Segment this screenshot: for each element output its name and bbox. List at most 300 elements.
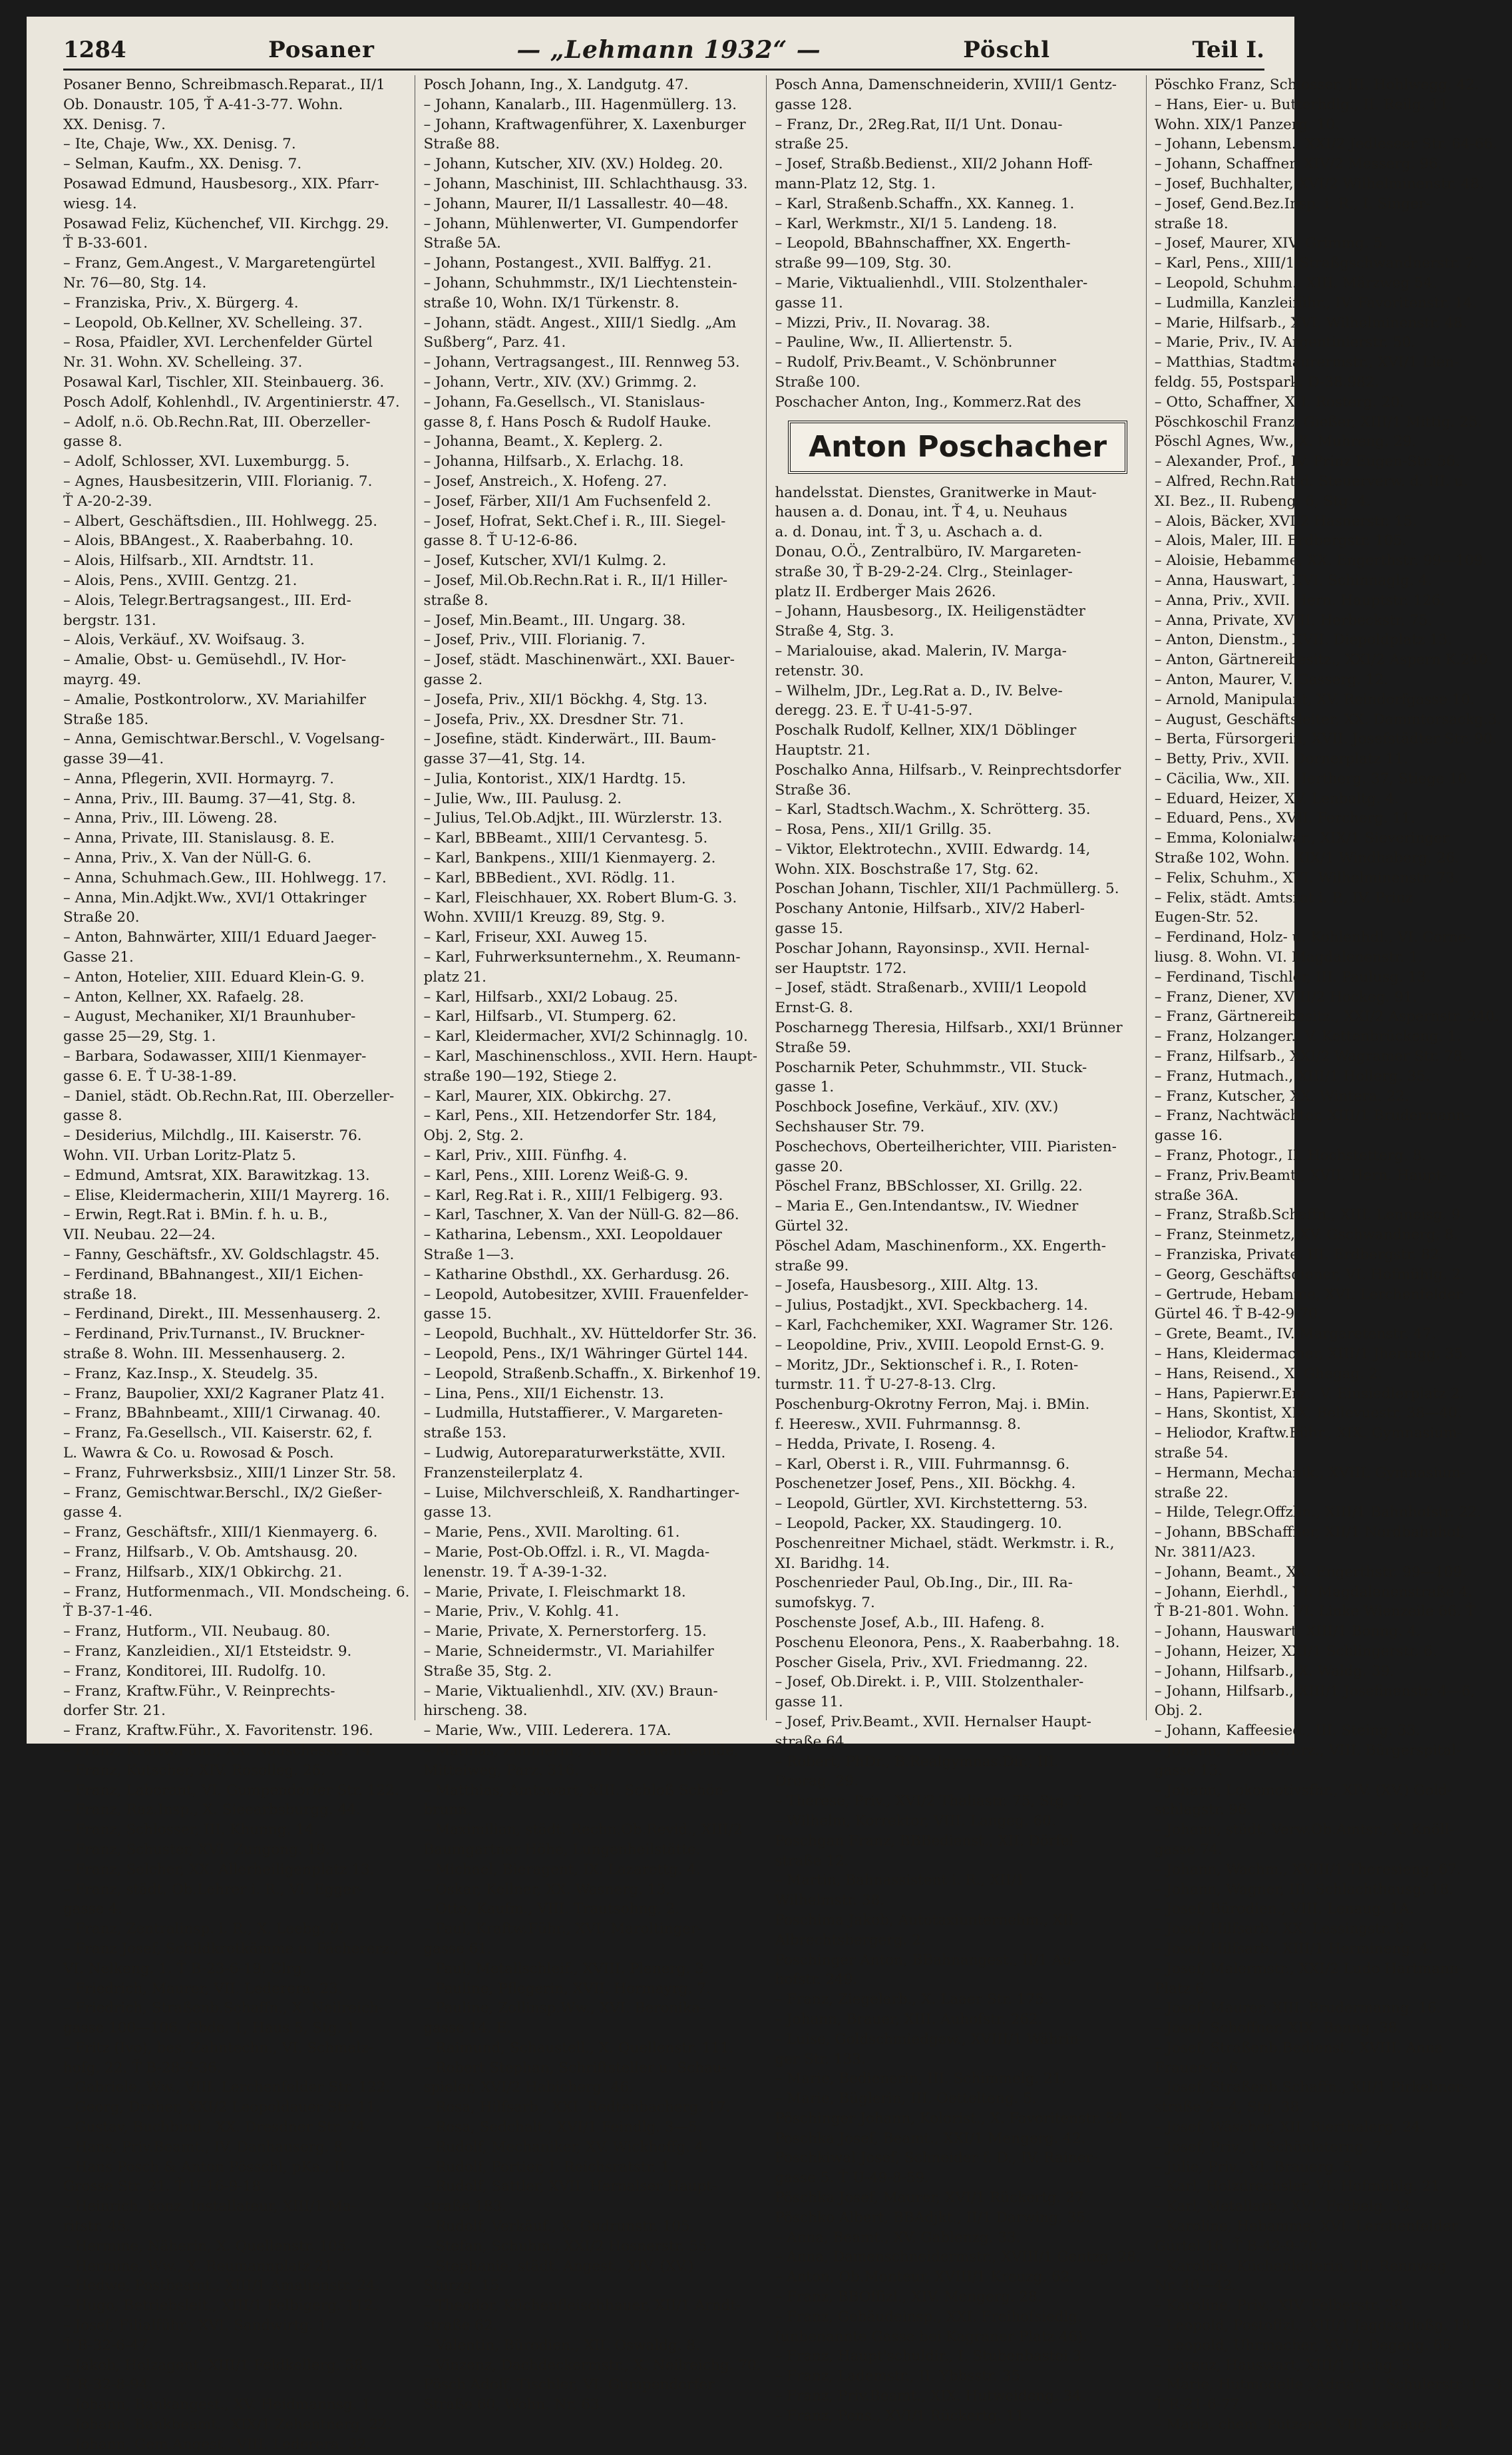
directory-entry-line: – Karl, Hilfsarb., XXI/2 Lobaug. 25. — [423, 988, 678, 1006]
directory-entry-line: – Robert Stephan, Schriftsteller u. Schau- — [423, 2059, 727, 2076]
directory-entry-line: Wohn. XVIII/1 Kreuzg. 89, Stg. 9. — [423, 909, 665, 926]
directory-entry-line: – Erwin, Regt.Rat i. BMin. f. h. u. B., — [63, 1207, 328, 1224]
column-3-top — [775, 75, 1140, 413]
directory-entry-line: – Aloisie, Hebamme, XX. Engerthstr. 99—109. — [1154, 552, 1488, 570]
directory-entry-line: straße 99—109, Stg. 30. — [775, 255, 952, 272]
directory-entry-line: – Franz, Hutmach., XIII/1 Hollerg. 35. — [1154, 1067, 1430, 1085]
directory-entry-line: Sturzg. 15. — [423, 2277, 504, 2295]
column-3 — [775, 75, 1146, 2424]
directory-entry-line: gasse 37—41, Stg. 14. — [423, 751, 586, 768]
directory-entry-line: straße 2—4, Stg. 38. — [1154, 2099, 1304, 2116]
directory-entry-line: Straße 20. — [63, 909, 140, 926]
directory-entry-line: – Josef, Bürodien., VIII. Lenaug. 1A. — [1154, 1901, 1414, 1918]
directory-entry-line: – Leopold, Ob.Kellner, XV. Schelleing. 37. — [63, 314, 363, 331]
column-2 — [423, 75, 767, 2414]
directory-entry-line: – Franz, Gem.Angest., V. Margaretengürtel — [63, 255, 376, 272]
directory-entry-line: – Pauline, Ww., II. Alliertenstr. 5. — [775, 334, 1013, 351]
directory-entry-line: – Anton, Gärtnereibesitz., XXI/2 Aspern K.240. — [1154, 652, 1493, 669]
directory-entry-line: – Desiderius, Milchdlg., III. Kaiserstr. 76. — [63, 1127, 362, 1145]
directory-entry-line: – Franz, Nachtwächter, XIII/1 Brudermann- — [1154, 1107, 1470, 1125]
directory-entry-line: – Franz, Laborant, VI. Gumpendorfer Str. 122. — [63, 1782, 399, 1799]
directory-entry-line: Straße 88. — [423, 136, 500, 153]
directory-entry-line: – Albert, Geschäftsdien., III. Hohlwegg. 25. — [63, 512, 378, 530]
directory-entry-line: – Alois, Bäcker, XVI/2 Hasnerstr. 15. — [1154, 512, 1418, 530]
directory-entry-line: – Karl, Bankpens., XIII/1 Kienmayerg. 2. — [423, 850, 716, 867]
directory-entry-line: straße 18. — [63, 1286, 137, 1303]
directory-entry-line: – Johann, Maschinist, III. Schlachthausg. 33. — [423, 175, 748, 192]
directory-entry-line: – Luise, Goldschmiedgew., XVIII/1 Währin- — [775, 2030, 1083, 2048]
directory-entry-line: – Franz Josef, Schildkrotkämme u. Fächererz., — [63, 1940, 399, 1957]
directory-entry-line: straße 25. — [775, 136, 849, 153]
directory-entry-line: – Paul, Kraftw.Führ., XVI. Maroltinger- — [423, 1921, 703, 1938]
directory-entry-line: Platz 6. — [1154, 1980, 1209, 1997]
directory-entry-line: – Selman, Kaufm., XX. Denisg. 7. — [63, 156, 302, 173]
directory-entry-line: – Franz, Schuster, XVI. Zungong. 19. — [63, 1841, 330, 1858]
directory-entry-line: – Robert, PhDr., B.Realgymnas.Dir., III. — [775, 1753, 1059, 1770]
directory-entry-line: – Franz, Gemischtwar.Berschl., IX/2 Gießer- — [63, 1484, 383, 1501]
directory-entry-line: Straße 59. — [775, 1039, 852, 1056]
directory-entry-line: – Ludmilla, Kanzleiführ., IV. Favoritenstr. 14. — [1154, 294, 1477, 311]
directory-entry-line: hofstr. 249. — [775, 1971, 858, 1988]
directory-entry-line: – Anton, Ob.Monteur, XVIII/1 Kreuzg. 62. — [775, 2269, 1075, 2286]
directory-entry-line: Posaner Benno, Schreibmasch.Reparat., II/1 — [63, 77, 385, 93]
directory-entry-line: – Alois, BBAngest., X. Raaberbahng. 10. — [63, 532, 354, 550]
directory-entry-line: Hauptstr. 21. — [775, 741, 870, 759]
directory-entry-line: – Josef, städt. Straßenarb., XVIII/1 Leopold — [775, 980, 1087, 997]
directory-entry-line: – Karl, BBBeamt., XIII/1 Cervantesg. 5. — [423, 830, 708, 847]
directory-entry-line: Poscher Gisela, Priv., XVI. Friedmanng. 22. — [775, 1654, 1088, 1671]
directory-entry-line: Mitteiweg, Parz. 316. — [423, 1762, 580, 1779]
directory-entry-line: – Johann, Eierhdl., VI. Magdalenenstraße 4. — [1154, 1583, 1473, 1601]
directory-entry-line: – Hans, Eier- u. Butterhdlg., II. Reilg. 11. — [1154, 96, 1453, 113]
directory-entry-line: – Rosa, Sedchalt., XVI/1 Feindlg. 3—5. — [423, 2119, 702, 2136]
directory-entry-line: – Johanna, Beamt., X. Keplerg. 2. — [423, 433, 663, 451]
directory-entry-line: – Johann, städt. Verw.Ob.Amtsr., X. Knöll- — [1154, 1821, 1454, 1839]
directory-entry-line: Posch Johann, Ing., X. Landgutg. 47. — [423, 77, 689, 93]
directory-entry-line: ger Str. 133. — [775, 2050, 866, 2068]
directory-entry-line: – Franz, Kraftw.Führ., XX. Nauschesstr. 14. — [63, 1742, 376, 1759]
directory-entry-line: Poschany Antonie, Hilfsarb., XIV/2 Haberl- — [775, 900, 1085, 918]
directory-entry-line: gasse 100—106, Gbde. 1, Haus 5, Stg. 1. — [63, 2020, 360, 2037]
directory-entry-line: – Josef, Kutscher, XVI/1 Kulmg. 2. — [423, 552, 667, 570]
directory-entry-line: – Otto, Kaufm., VIII. Trautsohng. 2. — [423, 1901, 680, 1918]
directory-entry-line: – Franz, Photogr., II. Hochstetterg. 8. — [1154, 1147, 1427, 1165]
directory-entry-line: – Emma, Kolonialwar., XIX/1 Sieveringer — [1154, 830, 1449, 847]
directory-entry-line: – Hans, Kleidermacher, XIII/1 Jheringg. 35. — [1154, 1346, 1468, 1362]
directory-entry-line: – Hilde, Telegr.Offzlin., XIII/1 Bahnhofstr. 22. — [1154, 1504, 1481, 1521]
directory-entry-line: – Josef, Wäscher, XII. Bierthalerg. 24. — [1154, 2119, 1425, 2136]
directory-entry-line: hausen a. d. Donau, int. Ť 4, u. Neuhaus — [775, 504, 1067, 521]
directory-entry-line: – Franz, Hilfsarb., XXI/2 Wagramer Str. 78. — [1154, 1048, 1467, 1065]
directory-entry-line: – Josef, Ob.Direkt. i. P., VIII. Stolzenthaler- — [775, 1674, 1084, 1691]
directory-entry-line: – Johann, Hausbesorg., IX. Heiligenstädter — [775, 603, 1085, 620]
directory-entry-line: – Johann, Kutscher, XIV. (XV.) Holdeg. 20. — [423, 156, 723, 173]
directory-entry-line: – Josef, Maurer, XIII. Brudermanng. 16. — [1154, 2000, 1441, 2017]
directory-entry-line: Ť B-37-1-46. — [63, 1603, 153, 1620]
directory-entry-line: – Franz, Hutform., VII. Neubaug. 80. — [63, 1623, 331, 1640]
directory-entry-line: – Karl, Fachchemiker, XXI. Wagramer Str. 126. — [775, 1317, 1113, 1334]
right-running-head: Pöschl — [963, 37, 1051, 63]
directory-entry-line: straße 153. — [423, 1425, 507, 1442]
page-number: 1284 — [63, 37, 126, 63]
directory-entry-line: – Karl, Hilfsarb., VI. Stumperg. 62. — [423, 1008, 677, 1026]
directory-entry-line: Pöschko Albert, BBAdjkt., II/1 Darwing. 35. — [775, 2209, 1090, 2226]
directory-entry-line: – Betty, Priv., XVII. Dornerplatz 11. — [1154, 751, 1409, 768]
directory-entry-line: Ť A-20-2-39. — [63, 492, 152, 510]
directory-entry-line: – Rudolf, Priv.Beamt., V. Schönbrunner — [775, 354, 1056, 371]
directory-entry-line: – Franz, Lademstr., II. Ybbsstr. 35. — [775, 2368, 1025, 2385]
directory-entry-line: – Josef, Min.Beamt., III. Ungarg. 38. — [423, 612, 686, 629]
directory-entry-line: – Karl, Oberst i. R., VIII. Fuhrmannsg. 6. — [775, 1455, 1070, 1473]
directory-entry-line: ser Hauptstr. 172. — [775, 960, 907, 977]
directory-entry-line: – Franz, Kraftw.Führ., V. Reinprechts- — [63, 1682, 335, 1700]
directory-entry-line: – Leopold, Schuhm., XIII. Märzweg 54. — [1154, 274, 1437, 291]
directory-entry-line: Pöschel Franz, BBSchlosser, XI. Grillg. 22. — [775, 1178, 1083, 1195]
directory-entry-line: straße 18. — [1154, 215, 1228, 232]
directory-entry-line: – Karl, Reg.Rat i. R., XIII/1 Felbigerg. 93. — [423, 1187, 723, 1204]
directory-entry-line: Pöschl Agnes, Ww., X. Muhreng. 29. — [1154, 433, 1417, 451]
directory-entry-line: – Franz, Ziegelarb., X. Laaer Str. 175. — [775, 1991, 1049, 2008]
directory-entry-line: – Ferdinand, Holz- u. Kohlenhdl., VI. Corne- — [1154, 929, 1472, 946]
directory-entry-line: straße 22. — [1154, 1484, 1228, 1501]
directory-entry-line: – Johann, BBSchaffner, XII/1 Nordbahnhof, — [1154, 1524, 1465, 1541]
directory-entry-line: straße 62. — [423, 2317, 498, 2335]
directory-entry-line: – Josefa, Priv., XX. Dresdner Str. 71. — [423, 711, 684, 728]
directory-entry-line: wiesg. 14. — [63, 195, 137, 212]
directory-entry-line: – Johann, Kanalarb., III. Hagenmüllerg. 13. — [423, 96, 737, 113]
directory-entry-line: mann-Platz 12, Stg. 1. — [775, 175, 936, 192]
directory-entry-line: – Franz, Zentralinsp. i. R., X. Leebg. 9. — [63, 1921, 344, 1938]
directory-entry-line: – Josef, Gend.Bez.Insp. i. R., I. Singer- — [1154, 195, 1431, 212]
directory-entry-line: – Karl, Friseur, XXI. Auweg 15. — [423, 929, 648, 946]
directory-entry-line: – Marie, Büglerin, III. Oettelteng. 5. — [775, 2090, 1037, 2108]
directory-entry-line: – Rudolf, Mechaniker, XV. Wickhoffg. 4. — [423, 2138, 709, 2156]
directory-entry-line: – Marie, Private, X. Pernerstorferg. 15. — [423, 1623, 707, 1640]
directory-entry-line: – Gustav, Buchbind., XX. Dresdner Str. 74. — [63, 2119, 370, 2136]
directory-entry-line: – Viktor, Elektrotechn., XVIII. Edwardg. 14, — [775, 841, 1091, 858]
directory-entry-line: Nr. 31. Wohn. XV. Schelleing. 37. — [63, 354, 303, 371]
directory-entry-line: Ernst-G. 8. — [775, 1000, 853, 1017]
directory-entry-line: – Alois, Maler, III. Erdbergstr. 105. — [1154, 532, 1407, 550]
directory-entry-line: – Karl, Pens., XII. Hetzendorfer Str. 184, — [423, 1107, 717, 1125]
directory-entry-line: – Hermann, Mechanik., XVIII. Gymnasium- — [1154, 1464, 1466, 1481]
directory-entry-line: – Anna, Schuhmach.Gew., III. Hohlwegg. 17. — [63, 869, 387, 886]
directory-entry-line: – Maximilian, städt. Rechn.Ob.Revid., XIII/2 — [423, 1821, 743, 1839]
directory-entry-line: Poschalk Rudolf, Kellner, XIX/1 Döblinger — [775, 722, 1077, 739]
directory-entry-line: mayrg. 49. — [63, 671, 142, 688]
directory-entry-line: Pöschko Franz, Schlosser, III. Hohlwegg. 42. — [1154, 77, 1479, 93]
directory-entry-line: – Hans, Reisend., X. Ghegag. 2. — [1154, 1365, 1383, 1382]
directory-entry-line: – Franziska, Private, III. Erdbergstr. 82. — [1154, 1246, 1444, 1264]
directory-entry-line: – Josef, Schoffner, XIX. Bonng. 38. — [1154, 2020, 1402, 2037]
directory-entry-line: – Leopold, Uhrmacher, XVI/1 Degeng. 65. — [1154, 2337, 1456, 2354]
directory-entry-line: Pöschinger Johann, Kolorist., X. Favoritenstr. 54. — [775, 2110, 1129, 2127]
directory-entry-line: spieler, XVI/2 Habicherg. 46. — [423, 2079, 634, 2096]
directory-entry-line: – Ferdinand, Direkt., III. Messenhauserg. 2. — [63, 1306, 381, 1323]
directory-entry-line: – Anton, Dienstm., XVII. Diepoldplatz 13. — [1154, 632, 1453, 649]
directory-entry-line: – Johann, Beamt., XX. Engerthstr. 99—109. — [1154, 1563, 1467, 1581]
directory-entry-line: – Cäcilia, Ww., XII. Hertherg. 37, Stiege 10. — [1154, 770, 1472, 787]
entry-columns — [63, 75, 1507, 2453]
directory-entry-line: – Jakob, Holzagent, XIII/1 Feldkellerg. 58. — [63, 2357, 368, 2374]
directory-entry-line: Straße 102, Wohn. XIX/1 Windhaberg. 26. — [1154, 850, 1459, 867]
directory-entry-line: – Daniel, städt. Ob.Rechn.Rat, III. Oberzeller- — [63, 1087, 395, 1105]
directory-entry-line: – Julia, Kontorist., XIX/1 Hardtg. 15. — [423, 770, 686, 787]
directory-entry-line: gasse 39—41. — [63, 751, 164, 768]
directory-entry-line: – Matthias, Amtswart, XIII. Schloß Schön- — [423, 1782, 729, 1799]
directory-entry-line: – Fanny, Geschäftsfr., XV. Goldschlagstr. 45. — [63, 1246, 380, 1264]
directory-entry-line: – Rosa, Pfaidler, XVI. Lerchenfelder Gürtel — [63, 334, 373, 351]
directory-entry-line: gasse 8. — [63, 1107, 122, 1125]
directory-entry-line: – Johann, Schuhmmstr., IX/1 Liechtenstein- — [423, 274, 737, 291]
directory-entry-line: – Josef, Straßenb.Bedienst., XVIII. Anna — [1154, 2039, 1443, 2056]
directory-entry-line: – Johann, Bankangest., XV. Heidmannsg. 1. — [63, 2396, 375, 2414]
directory-entry-line: – Karl, Fleischhauer, XX. Robert Blum-G. 3. — [423, 889, 737, 906]
directory-entry-line: – Lorenz, Hauswart, XIII/1 Juchg. 5. — [1154, 2357, 1416, 2374]
directory-entry-line: – Anna, Hauswart, XVI. Schinnaglg. 4. — [1154, 572, 1432, 589]
directory-entry-line: – Rosa, Pens., XII/1 Grillg. 35. — [775, 821, 992, 839]
directory-entry-line: Poschenburg-Okrotny Ferron, Maj. i. BMin. — [775, 1396, 1090, 1414]
directory-entry-line: Gürtel 46. Ť B-42-9-70. — [1154, 1306, 1322, 1323]
directory-entry-line: – Anna, Beamt., XV. Gablenzg. 33. — [775, 2229, 1021, 2246]
directory-entry-line: – Hedwe, Postbeamt., XIII/1 Amalienstr. 24. — [63, 2277, 380, 2295]
directory-entry-line: – Josef, Hofrat, Sekt.Chef i. R., III. Siegel- — [423, 512, 726, 530]
directory-entry-line: – Anton, Kellner, XX. Rafaelg. 28. — [63, 988, 304, 1006]
directory-entry-line: – Johann, Fa.Gesellsch., VI. Stanislaus- — [423, 393, 705, 411]
directory-entry-line: – Anna, Priv., III. Baumg. 37—41, Stg. 8. — [63, 790, 356, 807]
directory-entry-line: Straße 5A. — [423, 235, 501, 252]
directory-entry-line: – Wilhelm, Korrektor, VIII. Langeg. 60. — [775, 1812, 1056, 1829]
directory-entry-line: Franzensteilerplatz 4. — [423, 1464, 584, 1481]
directory-entry-line: – Katharine Obsthdl., XX. Gerhardusg. 26. — [423, 1266, 730, 1283]
directory-entry-line: – Karl, Priv., XIII. Fünfhg. 4. — [423, 1147, 628, 1165]
directory-entry-line: XI. Baridhg. 14. — [775, 1555, 890, 1572]
directory-entry-line: – Edmund, Amtsrat, XIX. Barawitzkag. 13. — [63, 1167, 370, 1184]
directory-entry-line: – Leopold, Straßenb.Schaffn., X. Birkenhof 19. — [423, 1365, 761, 1382]
directory-entry-line: Straße 185. — [63, 711, 149, 728]
directory-entry-line: – Ite, Chaje, Ww., XX. Denisg. 7. — [63, 136, 296, 153]
directory-entry-line: Posawad Feliz, Küchenchef, VII. Kirchgg. 29. — [63, 215, 389, 232]
directory-entry-line: – Johann, Vertr., XIV. (XV.) Grimmg. 2. — [423, 373, 697, 391]
directory-entry-line: – Anna, Priv., XVII. Hern. Hauptstr. 126. — [1154, 592, 1445, 609]
directory-entry-line: – Anna, Pflegerin, XVII. Hormayrg. 7. — [63, 770, 335, 787]
directory-entry-line: – Anna, Damenschneidermstr., XVIII/1 Gentzg. 28. — [775, 2249, 1141, 2266]
directory-entry-line: – Josef, Anstreich., X. Hofeng. 27. — [423, 472, 667, 490]
directory-entry-line: Drorag. 29. — [775, 1773, 858, 1790]
directory-entry-line: – Marie, Hutmodelle „Adria“, I. Schulerstr. 1—3. — [1154, 2376, 1507, 2394]
directory-entry-line: – Johann, Hauswart, XIII/1 Bonng. 4. — [1154, 1623, 1421, 1640]
directory-entry-line: Baumgartner Höhe, Lungenheilstätte. — [423, 1841, 701, 1858]
directory-entry-line: – Leopold, Pens., IX/1 Währinger Gürtel 144. — [423, 1346, 748, 1362]
directory-entry-line: – Julie, Ww., III. Paulusg. 2. — [423, 790, 622, 807]
directory-entry-line: – Franz, Kaz.Insp., X. Steudelg. 35. — [63, 1365, 319, 1382]
directory-entry-line: – Johann, Brauer, XIII. Auhofstr. 262. — [775, 2010, 1043, 2028]
directory-entry-line: – Johann, Kaffeesied., III. Steing. 33. — [1154, 1722, 1421, 1740]
directory-entry-line: Albrechtsbergerg. 2. — [775, 1931, 926, 1949]
directory-entry-line: – Josef, Malermstr., XXI/2 Ludo Hartmann- — [1154, 1960, 1463, 1977]
directory-entry-line: – Karl, Kleidermacher, XVI/2 Schinnaglg. 10. — [423, 1028, 748, 1045]
directory-entry-line: – Alois, Verkäuf., XV. Woifsaug. 3. — [63, 632, 305, 649]
directory-entry-line: Wohn. VII. Urban Loritz-Platz 5. — [63, 1147, 296, 1165]
directory-entry-line: – Marie, Post-Ob.Offzl. i. R., VI. Magda- — [423, 1543, 710, 1561]
directory-entry-line: Poschechovs, Oberteilherichter, VIII. Piaristen- — [775, 1138, 1117, 1155]
directory-entry-line: – Franz, Kraftw.Führ., X. Favoritenstr. 196. — [63, 1722, 373, 1740]
directory-entry-line: – Franz, Steinmetz, XV. Gschwandnerg. 8. — [1154, 1227, 1459, 1244]
directory-entry-line: – Grete, Beamt., IV. Margaretenstr. 47. — [1154, 1326, 1436, 1343]
directory-entry-line: gasse 4. — [63, 1504, 122, 1521]
directory-entry-line: Wohn. XIX/1 Panzerg. 10. — [1154, 116, 1340, 133]
directory-entry-line: – Valentin, Bürodien., XII. Oswaldg. 8. — [423, 2337, 700, 2354]
directory-entry-line: Posawal Karl, Tischler, XII. Steinbauerg. 36. — [63, 373, 385, 391]
directory-entry-line: f. Heeresw., XVII. Fuhrmannsg. 8. — [775, 1416, 1022, 1433]
directory-entry-line: – Michael, Bieragent, IX. Lazarettg. 4. — [423, 1861, 701, 1878]
directory-entry-line: – Marialouise, akad. Malerin, IV. Marga- — [775, 642, 1067, 660]
directory-entry-line: Straße 100. — [775, 373, 860, 391]
left-running-head: Posaner — [268, 37, 375, 63]
directory-entry-line: – Barbara, Sodawasser, XIII/1 Kienmayer- — [63, 1048, 367, 1065]
directory-entry-line: – Johann, Postangest., XVII. Balffyg. 21. — [423, 255, 712, 272]
directory-entry-line: turmstr. 11. Ť U-27-8-13. Clrg. — [775, 1376, 996, 1394]
directory-entry-line: gasse 1. — [775, 1079, 835, 1096]
directory-entry-line: – Leopoldine, Priv., XVIII. Leopold Ernst-G. 9. — [775, 1336, 1105, 1354]
directory-entry-line: straße 54. — [1154, 1444, 1228, 1461]
directory-entry-line: – Franz, Fuhrwerksbsiz., XIII/1 Linzer Str. 58. — [63, 1464, 397, 1481]
directory-entry-line: Posawad Edmund, Hausbesorg., XIX. Pfarr- — [63, 175, 379, 192]
directory-entry-line: – Johann, Wachm., XVIII/1 Theresieng. 67. — [1154, 1861, 1461, 1878]
directory-entry-line: – Johanna, Hilfsarb., X. Erlachg. 18. — [423, 453, 684, 471]
directory-entry-line: – Hans, Papierwr.Erz., V. Einsiedlerplatz 2. — [1154, 1385, 1465, 1402]
directory-entry-line: – Hedda, Private, I. Roseng. 4. — [775, 1435, 996, 1453]
directory-entry-line: Poschenrieder Paul, Ob.Ing., Dir., III. Ra- — [775, 1575, 1073, 1592]
directory-entry-line: – Franz, Raz.Insp., X. Sieearbsburgg. 44. — [63, 1801, 361, 1819]
directory-entry-line: – Vinzenz, Dachdeckermstr., X. Neilreichg. 70. — [423, 2357, 761, 2374]
directory-entry-line: – Franz, Kutscher, XX. Wintera. 22. — [1154, 1087, 1410, 1105]
directory-entry-line: dorfer Str. 21. — [63, 1702, 166, 1720]
directory-entry-line: bergstr. 131. — [63, 612, 156, 629]
directory-entry-line: – Marie, Priv., IV. Argentinierstr. 50. — [1154, 334, 1416, 351]
directory-entry-line: Obj. 2, Stg. 2. — [423, 1127, 524, 1145]
directory-entry-line: – Rudolf, Portier, I. Reichsratstr. 1. — [423, 2158, 675, 2175]
directory-entry-line: hirscheng. 38. — [423, 1702, 528, 1720]
directory-entry-line: gasse 13. — [423, 1504, 492, 1521]
directory-entry-line: straße 30, Ť B-29-2-24. Clrg., Steinlager- — [775, 563, 1073, 580]
directory-entry-line: – Karl, Maurer, XIX. Obkirchg. 27. — [423, 1087, 671, 1105]
directory-entry-line: – Karl, Werkmstr., XI/1 5. Landeng. 18. — [775, 215, 1057, 232]
directory-entry-line: Gürtel 32. — [775, 1218, 849, 1235]
directory-entry-line: – Leopold, Packer, XX. Staudingerg. 10. — [775, 1515, 1062, 1532]
directory-entry-line: – Karoline, Hebamme, XVI. Lerchenfelder — [1154, 2218, 1458, 2235]
directory-entry-line: – Raimund, Schaustell., X. Quellenstr. 111. — [423, 2039, 734, 2056]
directory-entry-line: – Franz, Kutscher, XIV. Rosolleg. 26. — [63, 1762, 326, 1779]
directory-entry-line: – Marie, Viktualienhdl., VIII. Stolzenthaler- — [775, 274, 1088, 291]
directory-entry-line: – August, Geschäftsleiter, XX. Dammtorsackg.3. — [1154, 711, 1502, 728]
directory-entry-line: liusg. 8. Wohn. VI. Magdalenenstr. 1. — [1154, 949, 1423, 966]
directory-entry-line: – Otto, Schaffner, XII. Rosterg. 20. — [1154, 393, 1405, 411]
directory-entry-line: – Stefan, Schuhm., XXI/2 Hosnerstr. 55. — [423, 2237, 712, 2255]
directory-entry-line: – Franz, Selcher, XX. Allerheiligenplatz 13. — [63, 1861, 375, 1878]
directory-entry-line: Poschenreitner Michael, städt. Werkmstr. i. R., — [775, 1535, 1115, 1552]
directory-entry-line: Ť B-33-601. — [63, 235, 148, 252]
directory-entry-line: handelsstat. Dienstes, Granitwerke in Maut- — [775, 484, 1097, 501]
directory-entry-line: – Karl, Taschner, X. Van der Nüll-G. 82—86. — [423, 1207, 739, 1224]
directory-entry-line: Poscharnik Peter, Schuhmmstr., VII. Stuck- — [775, 1059, 1087, 1076]
directory-entry-line: – Franz, Kanzleidien., XI/1 Etsteidstr. 9. — [63, 1642, 352, 1660]
directory-entry-line: – Eduard, Pens., XVII. Fercherg. 11. — [1154, 810, 1416, 827]
directory-entry-line: – Franz, Priv.Beamt., XVII. Hern. Haupt- — [1154, 1167, 1447, 1184]
directory-entry-line: – Alois, Hilfsarb., XII. Arndtstr. 11. — [63, 552, 314, 570]
directory-entry-line: – Ludwig, Autoreparaturwerkstätte, XVII. — [423, 1444, 726, 1461]
directory-entry-line: Poschar Johann, Rayonsinsp., XVII. Hernal- — [775, 940, 1089, 957]
directory-entry-line: – Johann, Hilfsarb., XIII/1 Josefinenstr. 4—6, — [1154, 1682, 1475, 1700]
directory-entry-line: – Friedrich, Maurer, VII. Lederera. 23. — [63, 1980, 343, 1997]
directory-entry-line: – Johann, Lebensm., XXI/2 Jedleseer Str. 64-66. — [1154, 136, 1498, 153]
directory-entry-line: Posch Anna, Damenschneiderin, XVIII/1 Gentz- — [775, 77, 1117, 93]
directory-entry-line: deregg. 23. E. Ť U-41-5-97. — [775, 702, 973, 719]
directory-entry-line: – Matthias, Stadtmaurermstr., XVI/1 Lien- — [1154, 354, 1459, 371]
directory-entry-line: – Anton, Bahnwärter, XIII/1 Eduard Jaeger- — [63, 929, 377, 946]
directory-entry-line: – Therese, Priv., XVI/2 Thaliastr. 75, Stg. 7. — [775, 1793, 1087, 1810]
directory-entry-line: – Josef, Buchhalter, XVI/2 Wilhelminenstr. 48. — [1154, 175, 1484, 192]
directory-entry-line: Poschenste Josef, A.b., III. Hafeng. 8. — [775, 1614, 1045, 1631]
directory-entry-line: gasse 15. — [423, 1306, 492, 1323]
directory-entry-line: gasse 61. — [423, 1940, 492, 1957]
directory-entry-line: – Ferdinand, Tischler, III. Paulusg. 13. — [1154, 968, 1431, 986]
directory-entry-line: Straße 36. — [775, 781, 852, 799]
directory-entry-line: – Felix, Schuhm., XVI. Wilhelminenstr. 73. — [1154, 869, 1459, 886]
directory-entry-line: gasse 11. — [775, 294, 843, 311]
directory-entry-line: – Leopold, Buchhalt., XV. Hütteldorfer Str. 36. — [423, 1326, 757, 1343]
directory-entry-line: gasse 15. — [775, 920, 843, 938]
directory-entry-line: straße 190—192, Stiege 2. — [423, 1067, 618, 1085]
directory-entry-line: brunn. — [423, 1801, 472, 1819]
directory-entry-line: – Theodor, Küchenfleischhauer, XII/1 Arndt- — [423, 2297, 741, 2315]
directory-entry-line: – Ferdinand, BBahnangest., XII/1 Eichen- — [63, 1266, 363, 1283]
directory-entry-line: – Johann, Wagner, III. Schlachthausg. 18. — [1154, 1881, 1454, 1898]
directory-entry-line: – Karl, BBBedient., XVI. Rödlg. 11. — [423, 869, 675, 886]
directory-entry-line: Sußberg“, Parz. 41. — [423, 334, 566, 351]
directory-entry-line: – Karl, Pens., XIII/1 Straßgschwandnerstr. 7. — [1154, 255, 1479, 272]
directory-entry-line: straße 8. Wohn. III. Messenhauserg. 2. — [63, 1346, 345, 1362]
directory-entry-line: – Marie, Private, I. Fleischmarkt 18. — [423, 1583, 686, 1601]
directory-entry-line: – Alois, Telegr.Bertragsangest., III. Erd- — [63, 592, 351, 609]
directory-entry-line: – Josef, Färber, XII/1 Am Fuchsenfeld 2. — [423, 492, 711, 510]
directory-entry-line: – Hans, Skontist, XIX. Bellevuestr. 38—40. — [1154, 1405, 1462, 1422]
directory-entry-line: – Anna, Priv., X. Van der Nüll-G. 6. — [63, 850, 311, 867]
directory-entry-line: straße 183. — [423, 2198, 507, 2215]
directory-entry-line: – Johann, Gem.Angest., VIII. Lederera. 32. — [63, 2436, 371, 2453]
directory-entry-line: – Julie, Priv., VI. Brauerg. 5. — [1154, 2158, 1357, 2175]
directory-entry-line: – Josefine, städt. Kinderwärt., III. Baum- — [423, 731, 716, 748]
directory-entry-line: – Leopold, Postoffzl., XIII/1 Jagdschloßg. 18. — [1154, 2317, 1475, 2335]
directory-entry-line: Eugen-Str. 52. — [1154, 909, 1259, 926]
directory-entry-line: Nr. 3811/A23. — [1154, 1543, 1256, 1561]
directory-entry-line: – Franz, Geschäftsfr., XIII/1 Kienmayerg. 6. — [63, 1524, 378, 1541]
directory-entry-line: – Marie, Pens., XVII. Marolting. 61. — [423, 1524, 680, 1541]
directory-entry-line: Poscharnegg Theresia, Hilfsarb., XXI/1 Brünner — [775, 1020, 1123, 1037]
directory-entry-line: – Josef, Hilfsarb., XX. Lessingstr. 8. — [1154, 1921, 1410, 1938]
directory-entry-line: Sechshauser Str. 79. — [775, 1119, 925, 1136]
directory-entry-line: XX. Denisg. 7. — [63, 116, 166, 133]
directory-entry-line: Posch Adolf, Kohlenhdl., IV. Argentinierstr. 47. — [63, 393, 400, 411]
directory-entry-line: – Josef, Priv.Beamt., XVII. Hernalser Haupt- — [775, 1713, 1091, 1730]
directory-entry-line: – Marie, Schneidermstr., VI. Mariahilfer — [423, 1642, 714, 1660]
directory-entry-line: – Johann, Lederwr.Erz., VIII. Bürgerspital- — [1154, 1742, 1461, 1759]
directory-entry-line: Poschenu Eleonora, Pens., X. Raaberbahng. 18. — [775, 1634, 1120, 1651]
directory-entry-line: – Adolf, Schlosser, XVI. Luxemburgg. 5. — [63, 453, 350, 471]
directory-entry-line: – Johann, Bankbeamt., XIX/1 Zehentnerg. 22. — [63, 2416, 392, 2434]
directory-entry-line: – Marie, Hilfsarb., XVI. Wilhelminenstr. 48. — [1154, 314, 1467, 331]
directory-entry-line: – Paul, Metallschleif., XVIII. Plenerg. 3. — [423, 1960, 709, 1977]
